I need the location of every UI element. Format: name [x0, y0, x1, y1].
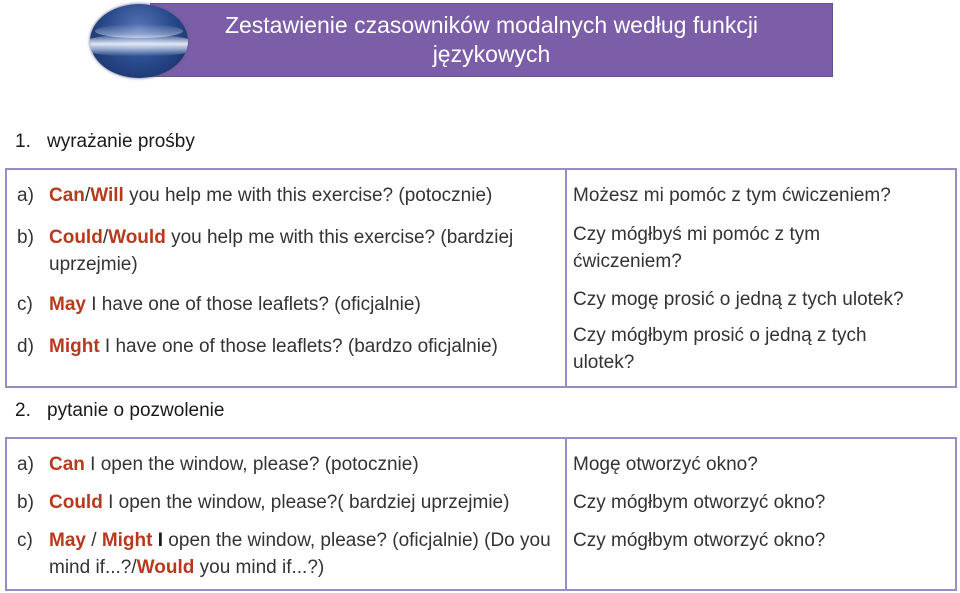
row-letter: b)	[17, 227, 34, 248]
table-row	[17, 182, 557, 209]
row-sentence	[49, 527, 557, 581]
title-bar	[150, 3, 833, 77]
modal-verb: Might	[49, 336, 100, 357]
row-translation: Czy mógłbym otworzyć okno?	[573, 492, 826, 513]
sentence-text: /	[102, 227, 109, 248]
sentence-text: open the window, please? (oficjalnie) (Do you mind if...?/	[49, 530, 551, 578]
table-permission	[5, 437, 957, 591]
row-sentence	[49, 291, 557, 318]
row-translation: Czy mógłbym otworzyć okno?	[573, 530, 826, 551]
sentence-text: I have one of those leaflets? (bardzo oficjalnie)	[99, 336, 498, 357]
section-title: pytanie o pozwolenie	[47, 400, 225, 421]
row-letter: c)	[17, 294, 33, 315]
row-letter: a)	[17, 454, 34, 475]
table-row	[17, 489, 557, 516]
table-row	[17, 291, 557, 318]
sentence-text: /	[85, 530, 102, 551]
sentence-text: I open the window, please?( bardziej uprzejmie)	[102, 492, 510, 513]
row-translation: Mogę otworzyć okno?	[573, 454, 758, 475]
modal-verb: Will	[90, 185, 124, 206]
table-row	[17, 224, 557, 278]
row-translation: Czy mogę prosić o jedną z tych ulotek?	[573, 289, 904, 310]
row-sentence	[49, 182, 557, 209]
sentence-text: I open the window, please? (potocznie)	[84, 454, 419, 475]
row-letter: d)	[17, 336, 34, 357]
bold-word: I	[157, 530, 164, 551]
row-translation: Czy mógłbym prosić o jedną z tych ulotek?	[573, 325, 867, 373]
modal-verb: Would	[136, 557, 195, 578]
section-heading-2	[15, 400, 224, 422]
section-title: wyrażanie prośby	[47, 131, 195, 152]
sentence-text: I have one of those leaflets? (oficjalnie)	[85, 294, 421, 315]
modal-verb: Might	[101, 530, 153, 551]
table-row	[17, 527, 557, 581]
row-translation: Czy mógłbyś mi pomóc z tym ćwiczeniem?	[573, 224, 821, 272]
modal-verb: Could	[49, 227, 103, 248]
modal-verb: Can	[49, 454, 85, 475]
page-title: Zestawienie czasowników modalnych według funkcji językowych	[224, 12, 759, 67]
table-row	[17, 451, 557, 478]
modal-verb: Would	[108, 227, 166, 248]
modal-verb: May	[49, 530, 86, 551]
row-translation: Możesz mi pomóc z tym ćwiczeniem?	[573, 185, 891, 206]
sentence-text: you help me with this exercise? (potocznie)	[123, 185, 493, 206]
modal-verb: May	[49, 294, 86, 315]
wave-crest	[90, 34, 188, 56]
wave-image	[90, 4, 188, 78]
sentence-text: /	[84, 185, 91, 206]
row-sentence	[49, 333, 557, 360]
table-requests	[5, 168, 957, 388]
table-row	[17, 333, 557, 360]
row-sentence	[49, 451, 557, 478]
modal-verb: Could	[49, 492, 103, 513]
row-sentence	[49, 489, 557, 516]
row-letter: a)	[17, 185, 34, 206]
section-number: 2.	[15, 400, 31, 421]
sentence-text: you mind if...?)	[194, 557, 325, 578]
section-heading-1	[15, 131, 195, 153]
row-sentence	[49, 224, 557, 278]
modal-verb: Can	[49, 185, 85, 206]
sentence-text: you help me with this exercise? (bardziej uprzejmie)	[49, 227, 514, 275]
section-number: 1.	[15, 131, 31, 152]
row-letter: c)	[17, 530, 33, 551]
header-banner	[90, 3, 833, 77]
row-letter: b)	[17, 492, 34, 513]
